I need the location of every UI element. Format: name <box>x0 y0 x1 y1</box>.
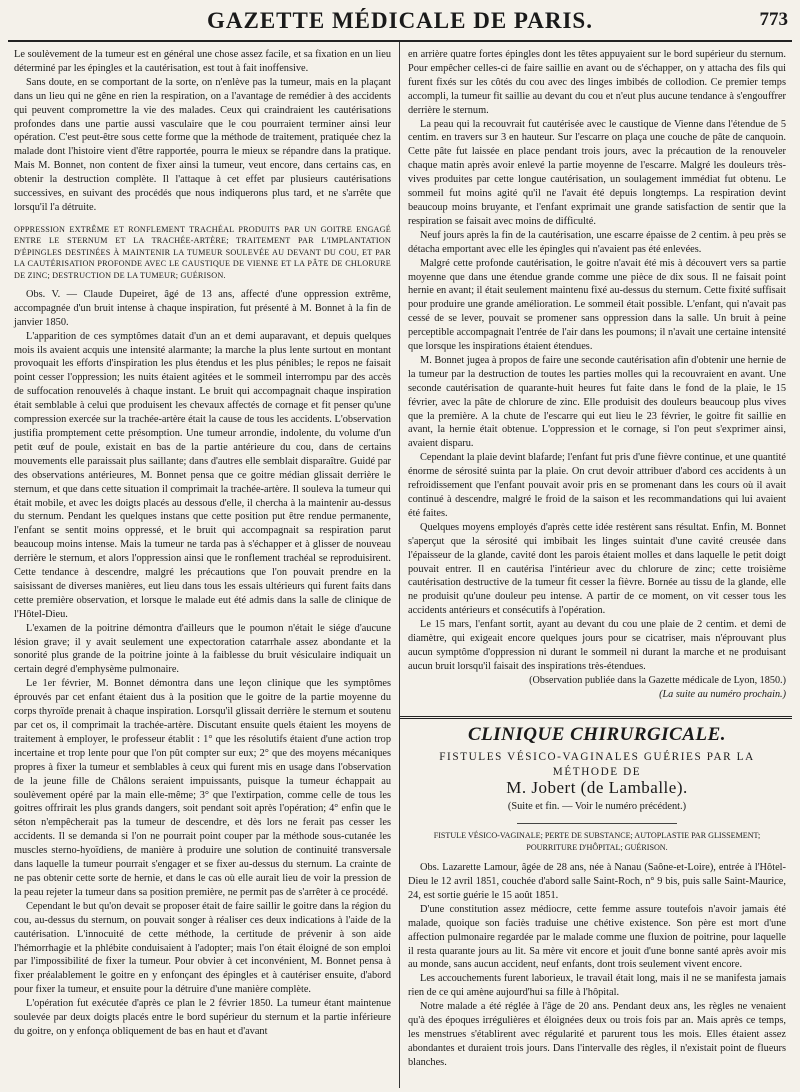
paragraph: Malgré cette profonde cautérisation, le goitre n'avait été mis à découvert vers sa partie moyenne que dans une étendue grande comme une pièce de dix sous. Il ne faisait point hernie en avant; il était seulement maintenu fixé au-dessus du sternum. Cette fixité suffisait pour produire une grande amélioration. Le sommeil était possible. L'enfant, qui n'avait pas cessé de se lever, pouvait se promener sans oppression dans la salle. Un bruit à peine perceptible accompagnait l'entrée de l'air dans les poumons; il n'avait une certaine intensité que lorsque les inspirations étaient étendues. <box>408 257 786 353</box>
continued-note: (La suite au numéro prochain.) <box>659 688 786 700</box>
paragraph: Notre malade a été réglée à l'âge de 20 ans. Pendant deux ans, les règles ne venaient qu'à des époques irrégulières et éloignées deux ou trois fois par an. Mais après ce temps, les menstrues s'établirent avec régularité et parurent tous les mois. Elles étaient assez abondantes et duraient trois jours. Dans l'intervalle des règles, il n'existait point de flueurs blanches. <box>408 1001 786 1068</box>
paragraph: Cependant le but qu'on devait se proposer était de faire saillir le goitre dans la région du cou, au-dessus du sternum, on pouvait songer à réaliser ces deux indications à l'aide de la cautérisation. L'innocuité de cette méthode, la certitude de prévenir à son aide l'hémorrhagie et la phlébite conduisaient à l'adopter; mais l'on était éloigné de son emploi par l'impossibilité de fixer la tumeur. Pour obvier à cet inconvénient, M. Bonnet pensa à fixer préalablement le goitre en y enfonçant des épingles et à cautériser ensuite, d'abord pour fixer la tumeur, et ensuite pour la détruire d'une manière complète. <box>14 900 391 996</box>
divider <box>517 823 677 824</box>
section-title: CLINIQUE CHIRURGICALE. <box>467 723 727 745</box>
paragraph: Neuf jours après la fin de la cautérisation, une escarre épaisse de 2 centim. à peu près se détacha emportant avec elle les épingles qui n'avaient pas été enlevées. <box>408 229 786 255</box>
paragraph: L'apparition de ces symptômes datait d'un an et demi auparavant, et depuis quelques mois ils avaient acquis une intensité alarmante; la marche la plus lente surtout en montant provoquait les efforts d'inspiration les plus étendus et les plus pénibles; le repos ne faisait point cesser l'oppression; les nuits étaient agitées et le sommeil interrompu par des accès de suffocation renouvelés à chaque instant. Le bruit qui accompagnait chaque inspiration était semblable à celui que produisent les chevaux affectés de cornage et fit penser qu'une compression exercée sur la trachée-artère était la cause de tous les accidents. L'observation justifia promptement cette présomption. Une tumeur arrondie, indolente, du volume d'un petit œuf de poule, existait en bas de la partie antérieure du cou, dans de certains mouvements elle paraissait plus saillante; dans d'autres elle semblait disparaître. Guidé par des observations antérieures, M. Bonnet pensa que ce goitre médian glissait derrière le sternum, et que dans cette situation il comprimait la trachée-artère. Il souleva la tumeur qui était mobile, et avec les doigts placés au dessous d'elle, il chercha à la maintenir au-dessus du sternum. Pendant les quelques instans que cette position put être rendue permanente, l'enfant se sentit moins oppressé, et le bruit qui accompagnait sa respiration parut beaucoup moins intense. Mais la tumeur ne tarda pas à s'échapper et à glisser de nouveau derrière le sternum, et alors l'oppression ainsi que le ronflement trachéal se reproduisirent. Cette tendance à descendre, malgré les précautions que l'on pouvait prendre en la saisissant de diverses manières, eut lieu dans tous les essais ultérieurs qui furent faits dans cette première observation, et lorsque le malade eut été admis dans la salle de clinique de l'Hôtel-Dieu. <box>14 330 391 620</box>
left-column <box>8 42 400 1088</box>
right-column <box>400 42 792 1088</box>
article-subheading: FISTULE VÉSICO-VAGINALE; PERTE DE SUBSTANCE; AUTOPLASTIE PAR GLISSEMENT; POURRITURE D'HÔPITAL; GUÉRISON. <box>433 831 761 852</box>
paragraph: Obs. Lazarette Lamour, âgée de 28 ans, née à Nanau (Saône-et-Loire), entrée à l'Hôtel-Dieu le 12 avril 1851, couchée d'abord salle Saint-Roch, n° 9 bis, puis salle Saint-Maurice, 24, est sortie guérie le 15 août 1851. <box>408 862 786 901</box>
masthead <box>8 6 792 42</box>
paragraph: Quelques moyens employés d'après cette idée restèrent sans résultat. Enfin, M. Bonnet s'aperçut que la sérosité qui imbibait les linges suintait d'une cavité creusée dans l'épaisseur de la glande, cavité dont les parois étaient molles et dans laquelle le petit doigt pouvait entrer. Il en cautérisa l'intérieur avec du chlorure de zinc; cette troisième cautérisation destructive de la tumeur fit cesser la fièvre. Bornée au tissu de la glande, elle ne produisit qu'une douleur peu intense. A partir de ce moment, on vit cesser tous les accidents antérieurs et consécutifs à l'opération. <box>408 521 786 617</box>
paragraph: Sans doute, en se comportant de la sorte, on n'enlève pas la tumeur, mais en la plaçant dans un lieu qui ne gêne en rien la respiration, on a l'avantage de remédier à des accidents qui peuvent compromettre la vie des malades. Ceux qui craindraient les cautérisations profondes dans une partie aussi vasculaire que le cou pourraient terminer ainsi leur opération. C'est peut-être sous cette forme que la méthode de traitement, pratiquée chez la malade dont l'histoire vient d'être rapportée, pourra le mieux se répandre dans la pratique. Mais M. Bonnet, non content de fixer ainsi la tumeur, veut encore, dans certains cas, en obtenir la destruction complète. Il l'attaque à cet effet par plusieurs cautérisations successives, en suivant des procédés que nous indiquerons plus tard, et ne s'arrête que lorsqu'il l'a détruite. <box>14 76 391 213</box>
paragraph: Le 15 mars, l'enfant sortit, ayant au devant du cou une plaie de 2 centim. et demi de diamètre, qui exigeait encore quelques jours pour se cicatriser, mais n'éprouvant plus aucun symptôme d'oppression ni durant le sommeil ni durant la marche et ne produisant aucun bruit lorsqu'il faisait des inspirations très-étendues. <box>408 619 786 672</box>
paragraph: en arrière quatre fortes épingles dont les têtes appuyaient sur le bord supérieur du sternum. Pour empêcher celles-ci de faire saillie en avant ou de s'échapper, on y attacha des fils qui furent fixés sur les côtés du cou avec des linges imbibés de collodion. Ce premier temps accompli, la tumeur fit saillie au devant du cou et n'eut plus aucune tendance à s'engouffrer derrière le sternum. <box>408 49 786 116</box>
paragraph: D'une constitution assez médiocre, cette femme assure toutefois n'avoir jamais été malade, quoique son faciès traduise une chétive existence. Son père est mort d'une affection pulmonaire regardée par le malade comme une fluxion de poitrine, pour laquelle il resta quarante jours au lit. Sa mère vit encore et jouit d'une bonne santé après avoir mis au monde, sans aucun accident, neuf enfants, dont trois seulement vivent encore. <box>408 903 786 971</box>
source-note: (Observation publiée dans la Gazette médicale de Lyon, 1850.) <box>529 674 786 686</box>
two-column-body <box>8 42 792 1088</box>
paragraph: M. Bonnet jugea à propos de faire une seconde cautérisation afin d'obtenir une hernie de la tumeur par la destruction de toutes les parties molles qui la recouvraient en avant. Une seconde cautérisation de quarante-huit heures fut faite dans le fond de la plaie, le 15 février, avec la pâte de chlorure de zinc. Elle produisit des douleurs beaucoup plus vives que la première. A la chute de l'escarre qui eut lieu le 23 février, le goitre fit saillie en avant, la hernie était obtenue. L'oppression et le cornage, si l'on peut s'exprimer ainsi, avaient disparu. <box>408 354 786 450</box>
article-suite: (Suite et fin. — Voir le numéro précédent.) <box>507 801 687 813</box>
journal-title: GAZETTE MÉDICALE DE PARIS. <box>207 8 593 33</box>
article-title: FISTULES VÉSICO-VAGINALES GUÉRIES PAR LA MÉTHODE DE <box>439 750 755 778</box>
page-number: 773 <box>759 9 788 30</box>
paragraph: L'opération fut exécutée d'après ce plan le 2 février 1850. La tumeur étant maintenue soulevée par deux doigts placés entre le bord supérieur du sternum et la partie inférieure du goitre, on y enfonça obliquement de bas en haut et d'avant <box>14 998 391 1037</box>
paragraph: Obs. V. — Claude Dupeiret, âgé de 13 ans, affecté d'une oppression extrême, accompagnée d'un bruit intense à chaque inspiration, fut présenté à M. Bonnet à la fin de janvier 1850. <box>14 288 391 328</box>
case-heading: OPPRESSION EXTRÊME ET RONFLEMENT TRACHÉAL PRODUITS PAR UN GOITRE ENGAGÉ ENTRE LE STERNUM ET LA TRACHÉE-ARTÈRE; TRAITEMENT PAR L'IMPLANTATION D'ÉPINGLES DESTINÉES À MAINTENIR LA TUMEUR SOULEVÉE AU DEVANT DU COU, ET PAR LA CAUTÉRISATION PROFONDE AVEC LE CAUSTIQUE DE VIENNE ET LA PÂTE DE CHLORURE DE ZINC; DESTRUCTION DE LA TUMEUR; GUÉRISON. <box>14 224 391 280</box>
paragraph: La peau qui la recouvrait fut cautérisée avec le caustique de Vienne dans l'étendue de 5 centim. en travers sur 3 en hauteur. Sur l'escarre on plaça une couche de pâte de canquoin. Cette pâte fut laissée en place pendant trois jours, avec la précaution de la renouveler chaque matin après avoir enlevé la partie moyenne de l'escarre. Malgré les douleurs très-vives produites par cette longue cautérisation, un soulagement immédiat fut obtenu. Le sommeil fut moins agité qu'il ne l'avait été depuis longtemps. La respiration devint beaucoup moins bruyante, et l'enfant exprimait une grande satisfaction de sentir que la respiration se faisait avec moins de difficulté. <box>408 118 786 227</box>
paragraph: Le 1er février, M. Bonnet démontra dans une leçon clinique que les symptômes éprouvés par cet enfant étaient dus à la position que le goitre de la partie moyenne du corps thyroïde prenait à chaque inspiration. Lorsqu'il glissait derrière le sternum et soutenu par cet os, il comprimait la trachée-artère. Discutant ensuite quels étaient les moyens de traitement à employer, le professeur établit : 1° que les résolutifs étaient d'une action trop incertaine et trop lente pour que l'on pût compter sur eux; 2° que des moyens mécaniques propres à fixer la tumeur et semblables à ceux qui furent mis en usage dans l'observation de la jeune fille de Châlons seraient impuissants, puisque la tumeur échappait au soulèvement opéré par la main elle-même; 3° que l'extirpation, comme celle de tous les goitres offrirait les plus grands dangers, soit pendant soit après l'opération; 4° enfin que le séton n'empêcherait pas la tumeur de descendre, et dès lors ne ferait pas cesser les accidents. Il se demanda si l'on ne pourrait point couper par la méthode sous-cutanée les muscles sterno-hyoïdiens, de manière à produire une solution de continuité transversale dans laquelle la tumeur pourrait s'engager et se fixer au-dessus du sternum. La crainte de ne pas obtenir cette sorte de hernie, et dans le cas où elle aurait lieu de voir la pression de la peau rejeter la tumeur dans sa position première, ne permit pas de s'arrêter à ce procédé. <box>14 678 391 898</box>
paragraph: L'examen de la poitrine démontra d'ailleurs que le poumon n'était le siége d'aucune lésion grave; il y avait seulement une expectoration catarrhale assez abondante et la sonorité plus grande de la poitrine jointe à la faiblesse du bruit vésiculaire indiquait un certain degré d'emphysème pulmonaire. <box>14 622 391 676</box>
section-divider <box>400 716 792 719</box>
paragraph: Les accouchements furent laborieux, le travail était long, mais il ne se manifesta jamais rien de ce qui amène aujourd'hui sa fille à l'hôpital. <box>408 973 786 999</box>
paragraph: Le soulèvement de la tumeur est en général une chose assez facile, et sa fixation en un lieu déterminé par les épingles et la cautérisation, est tout à fait inoffensive. <box>14 49 391 74</box>
paragraph: Cependant la plaie devint blafarde; l'enfant fut pris d'une fièvre continue, et une quantité énorme de sérosité suinta par la plaie. On crut devoir attribuer d'abord ces accidents à un refroidissement que l'enfant pouvait avoir pris en se promenant dans les cours où il avait continué à descendre, malgré le froid de la saison et les recommandations qui lui avaient été faites. <box>408 452 786 519</box>
article-author: M. Jobert (de Lamballe). <box>506 777 688 797</box>
